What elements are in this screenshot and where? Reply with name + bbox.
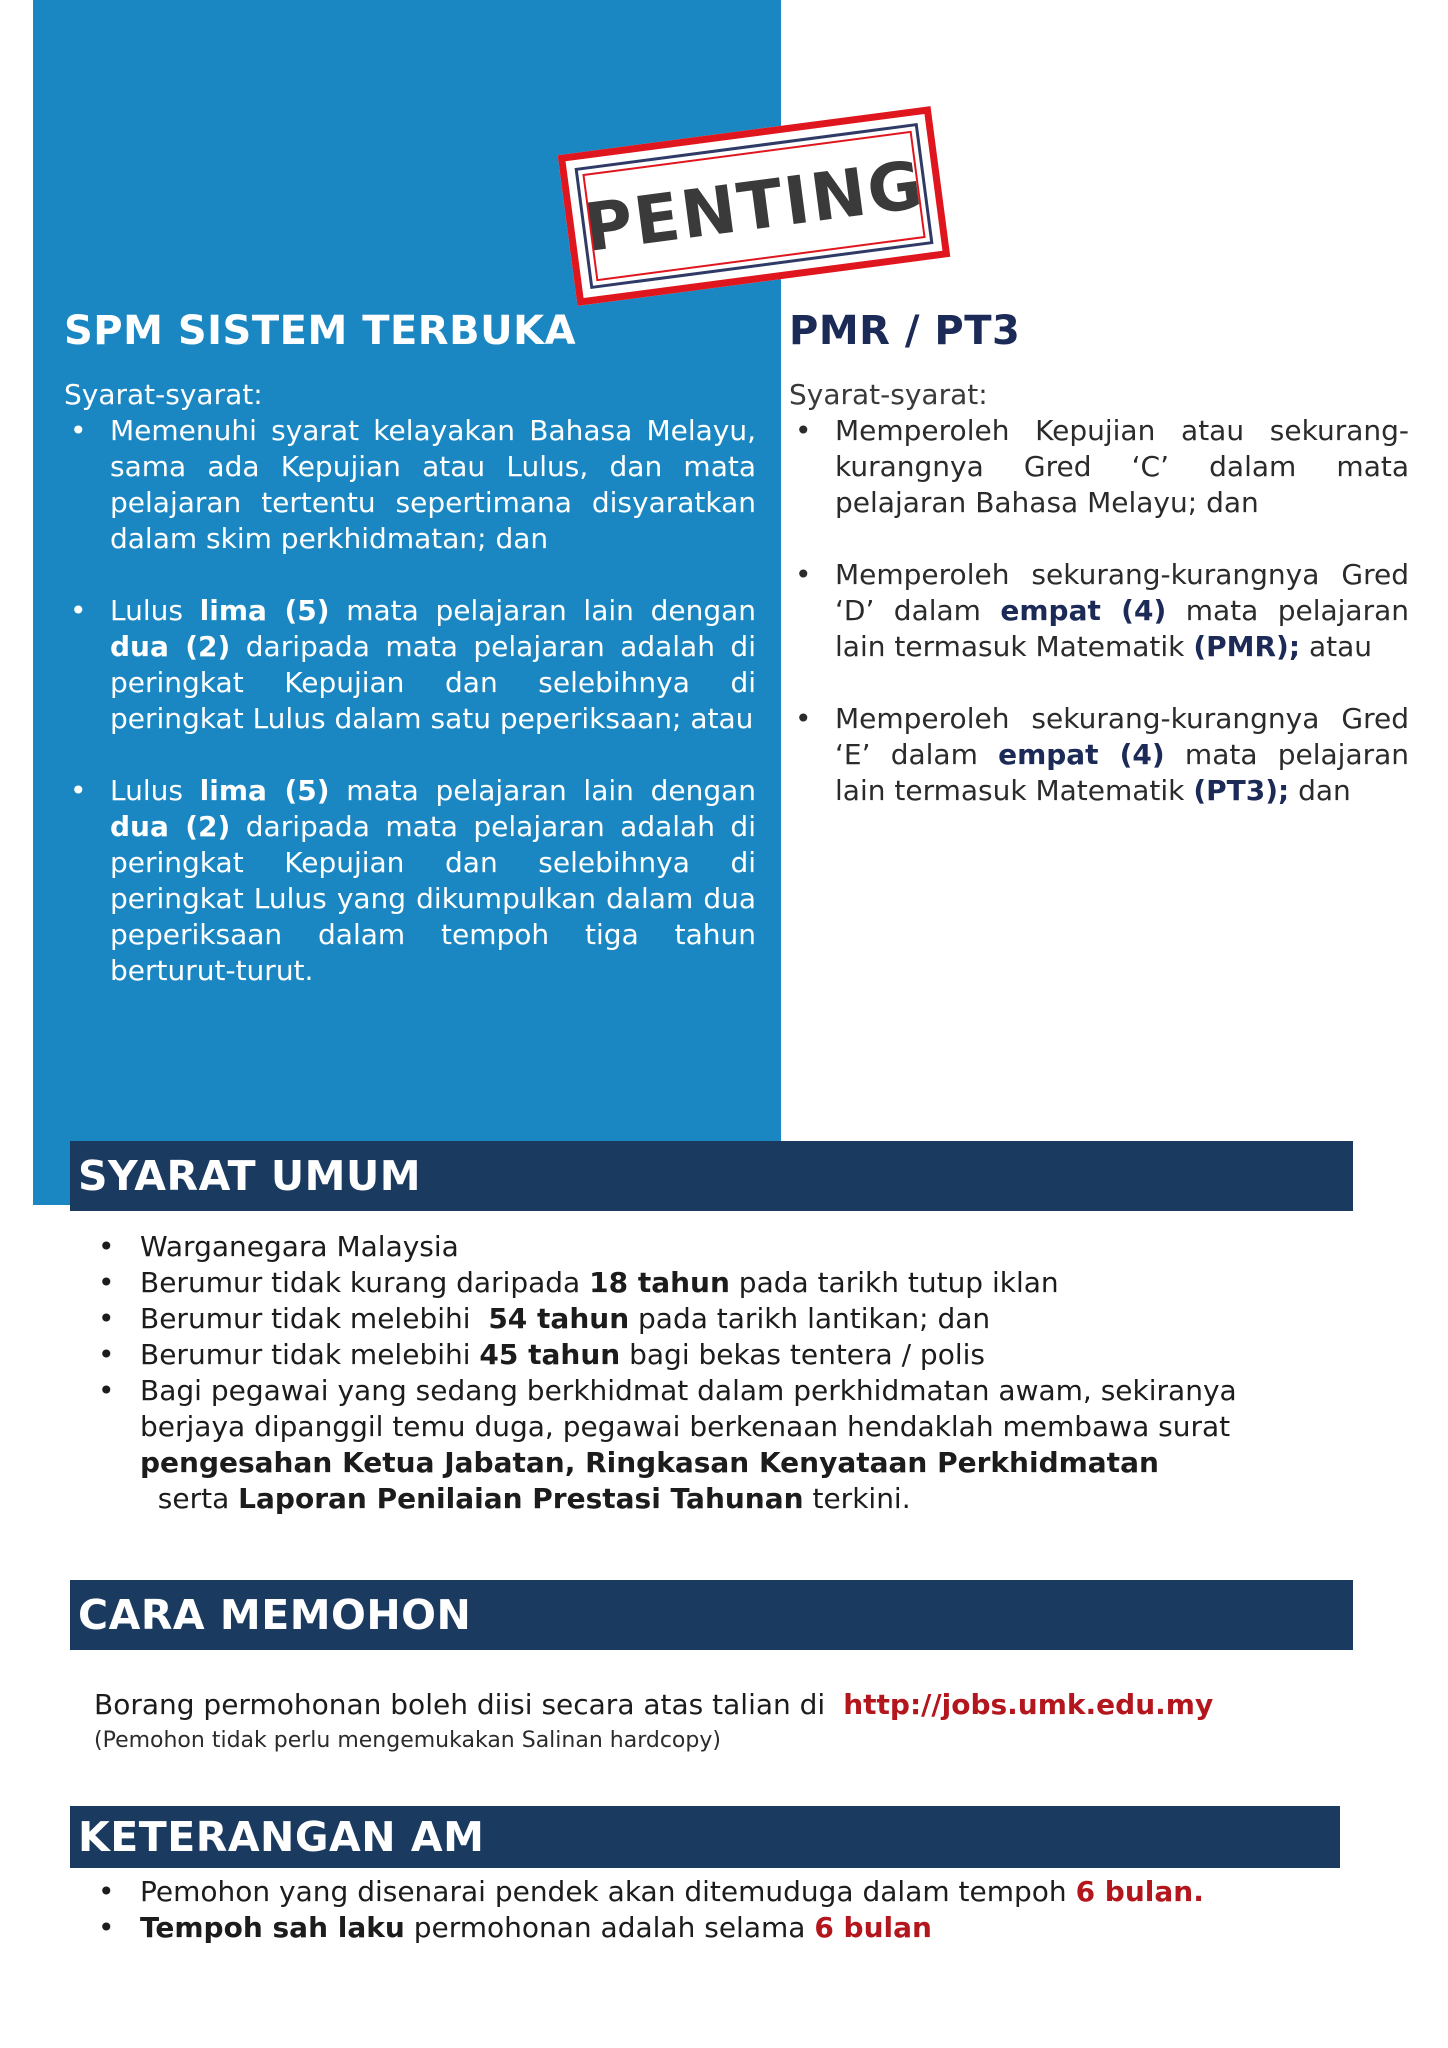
- apply-note: (Pemohon tidak perlu mengemukakan Salinan hardcopy): [94, 1728, 721, 1753]
- apply-text: Borang permohonan boleh diisi secara atas talian di: [94, 1688, 826, 1721]
- list-item: • Berumur tidak kurang daripada 18 tahun pada tarikh tutup iklan: [98, 1266, 1059, 1299]
- cara-memohon-header: CARA MEMOHON: [70, 1580, 1353, 1650]
- bullet-icon: •: [70, 774, 87, 807]
- keterangan-am-header: KETERANGAN AM: [70, 1806, 1340, 1868]
- list-item: • Warganegara Malaysia: [98, 1230, 459, 1263]
- bullet-icon: •: [98, 1266, 115, 1299]
- spm-heading: SPM SISTEM TERBUKA: [64, 308, 577, 354]
- syarat-umum-list: [94, 1229, 1324, 1517]
- bullet-icon: •: [98, 1338, 115, 1371]
- list-item: • Pemohon yang disenarai pendek akan ditemuduga dalam tempoh 6 bulan.: [98, 1875, 1204, 1908]
- spm-requirements-list: [64, 413, 756, 1025]
- list-item: • Lulus lima (5) mata pelajaran lain dengan dua (2) daripada mata pelajaran adalah di peringkat Kepujian dan selebihnya di peringkat Lulus dalam satu peperiksaan; atau: [70, 594, 756, 735]
- list-item: • Memperoleh sekurang-kurangnya Gred ‘D’ dalam empat (4) mata pelajaran lain termasuk Matematik (PMR); atau: [795, 558, 1409, 663]
- bullet-icon: •: [98, 1875, 115, 1908]
- bullet-icon: •: [98, 1374, 115, 1407]
- list-item: • Berumur tidak melebihi 45 tahun bagi bekas tentera / polis: [98, 1338, 985, 1371]
- bullet-icon: •: [795, 702, 812, 735]
- list-item: • Memenuhi syarat kelayakan Bahasa Melayu, sama ada Kepujian atau Lulus, dan mata pelajaran tertentu sepertimana disyaratkan dalam skim perkhidmatan; dan: [70, 414, 756, 555]
- bullet-icon: •: [98, 1302, 115, 1335]
- pmr-subheading: Syarat-syarat:: [789, 378, 988, 411]
- bullet-icon: •: [98, 1911, 115, 1944]
- pmr-heading: PMR / PT3: [789, 308, 1021, 354]
- keterangan-am-list: [94, 1874, 1324, 1946]
- pmr-requirements-list: [789, 413, 1409, 845]
- list-item: • Bagi pegawai yang sedang berkhidmat dalam perkhidmatan awam, sekiranya berjaya dipanggil temu duga, pegawai berkenaan hendaklah membawa surat pengesahan Ketua Jabatan, Ringkasan Kenyataan Perkhidmatan serta Laporan Penilaian Prestasi Tahunan terkini.: [98, 1374, 1237, 1515]
- bullet-icon: •: [795, 558, 812, 591]
- list-item: • Memperoleh sekurang-kurangnya Gred ‘E’ dalam empat (4) mata pelajaran lain termasuk Matematik (PT3); dan: [795, 702, 1410, 807]
- list-item: • Lulus lima (5) mata pelajaran lain dengan dua (2) daripada mata pelajaran adalah di peringkat Kepujian dan selebihnya di peringkat Lulus yang dikumpulkan dalam dua peperiksaan dalam tempoh tiga tahun berturut-turut.: [70, 774, 756, 987]
- bullet-icon: •: [70, 594, 87, 627]
- list-item: • Berumur tidak melebihi 54 tahun pada tarikh lantikan; dan: [98, 1302, 991, 1335]
- apply-instruction: [94, 1688, 1213, 1721]
- bullet-icon: •: [98, 1230, 115, 1263]
- bullet-icon: •: [795, 414, 812, 447]
- stamp-text: PENTING: [579, 145, 929, 267]
- syarat-umum-header: SYARAT UMUM: [70, 1141, 1353, 1211]
- list-item: • Memperoleh Kepujian atau sekurang-kurangnya Gred ‘C’ dalam mata pelajaran Bahasa Melayu; dan: [795, 414, 1409, 519]
- list-item: • Tempoh sah laku permohonan adalah selama 6 bulan: [98, 1911, 932, 1944]
- apply-link[interactable]: http://jobs.umk.edu.my: [843, 1688, 1214, 1721]
- spm-subheading: Syarat-syarat:: [64, 378, 263, 411]
- stamp-frame: [575, 123, 934, 289]
- bullet-icon: •: [70, 414, 87, 447]
